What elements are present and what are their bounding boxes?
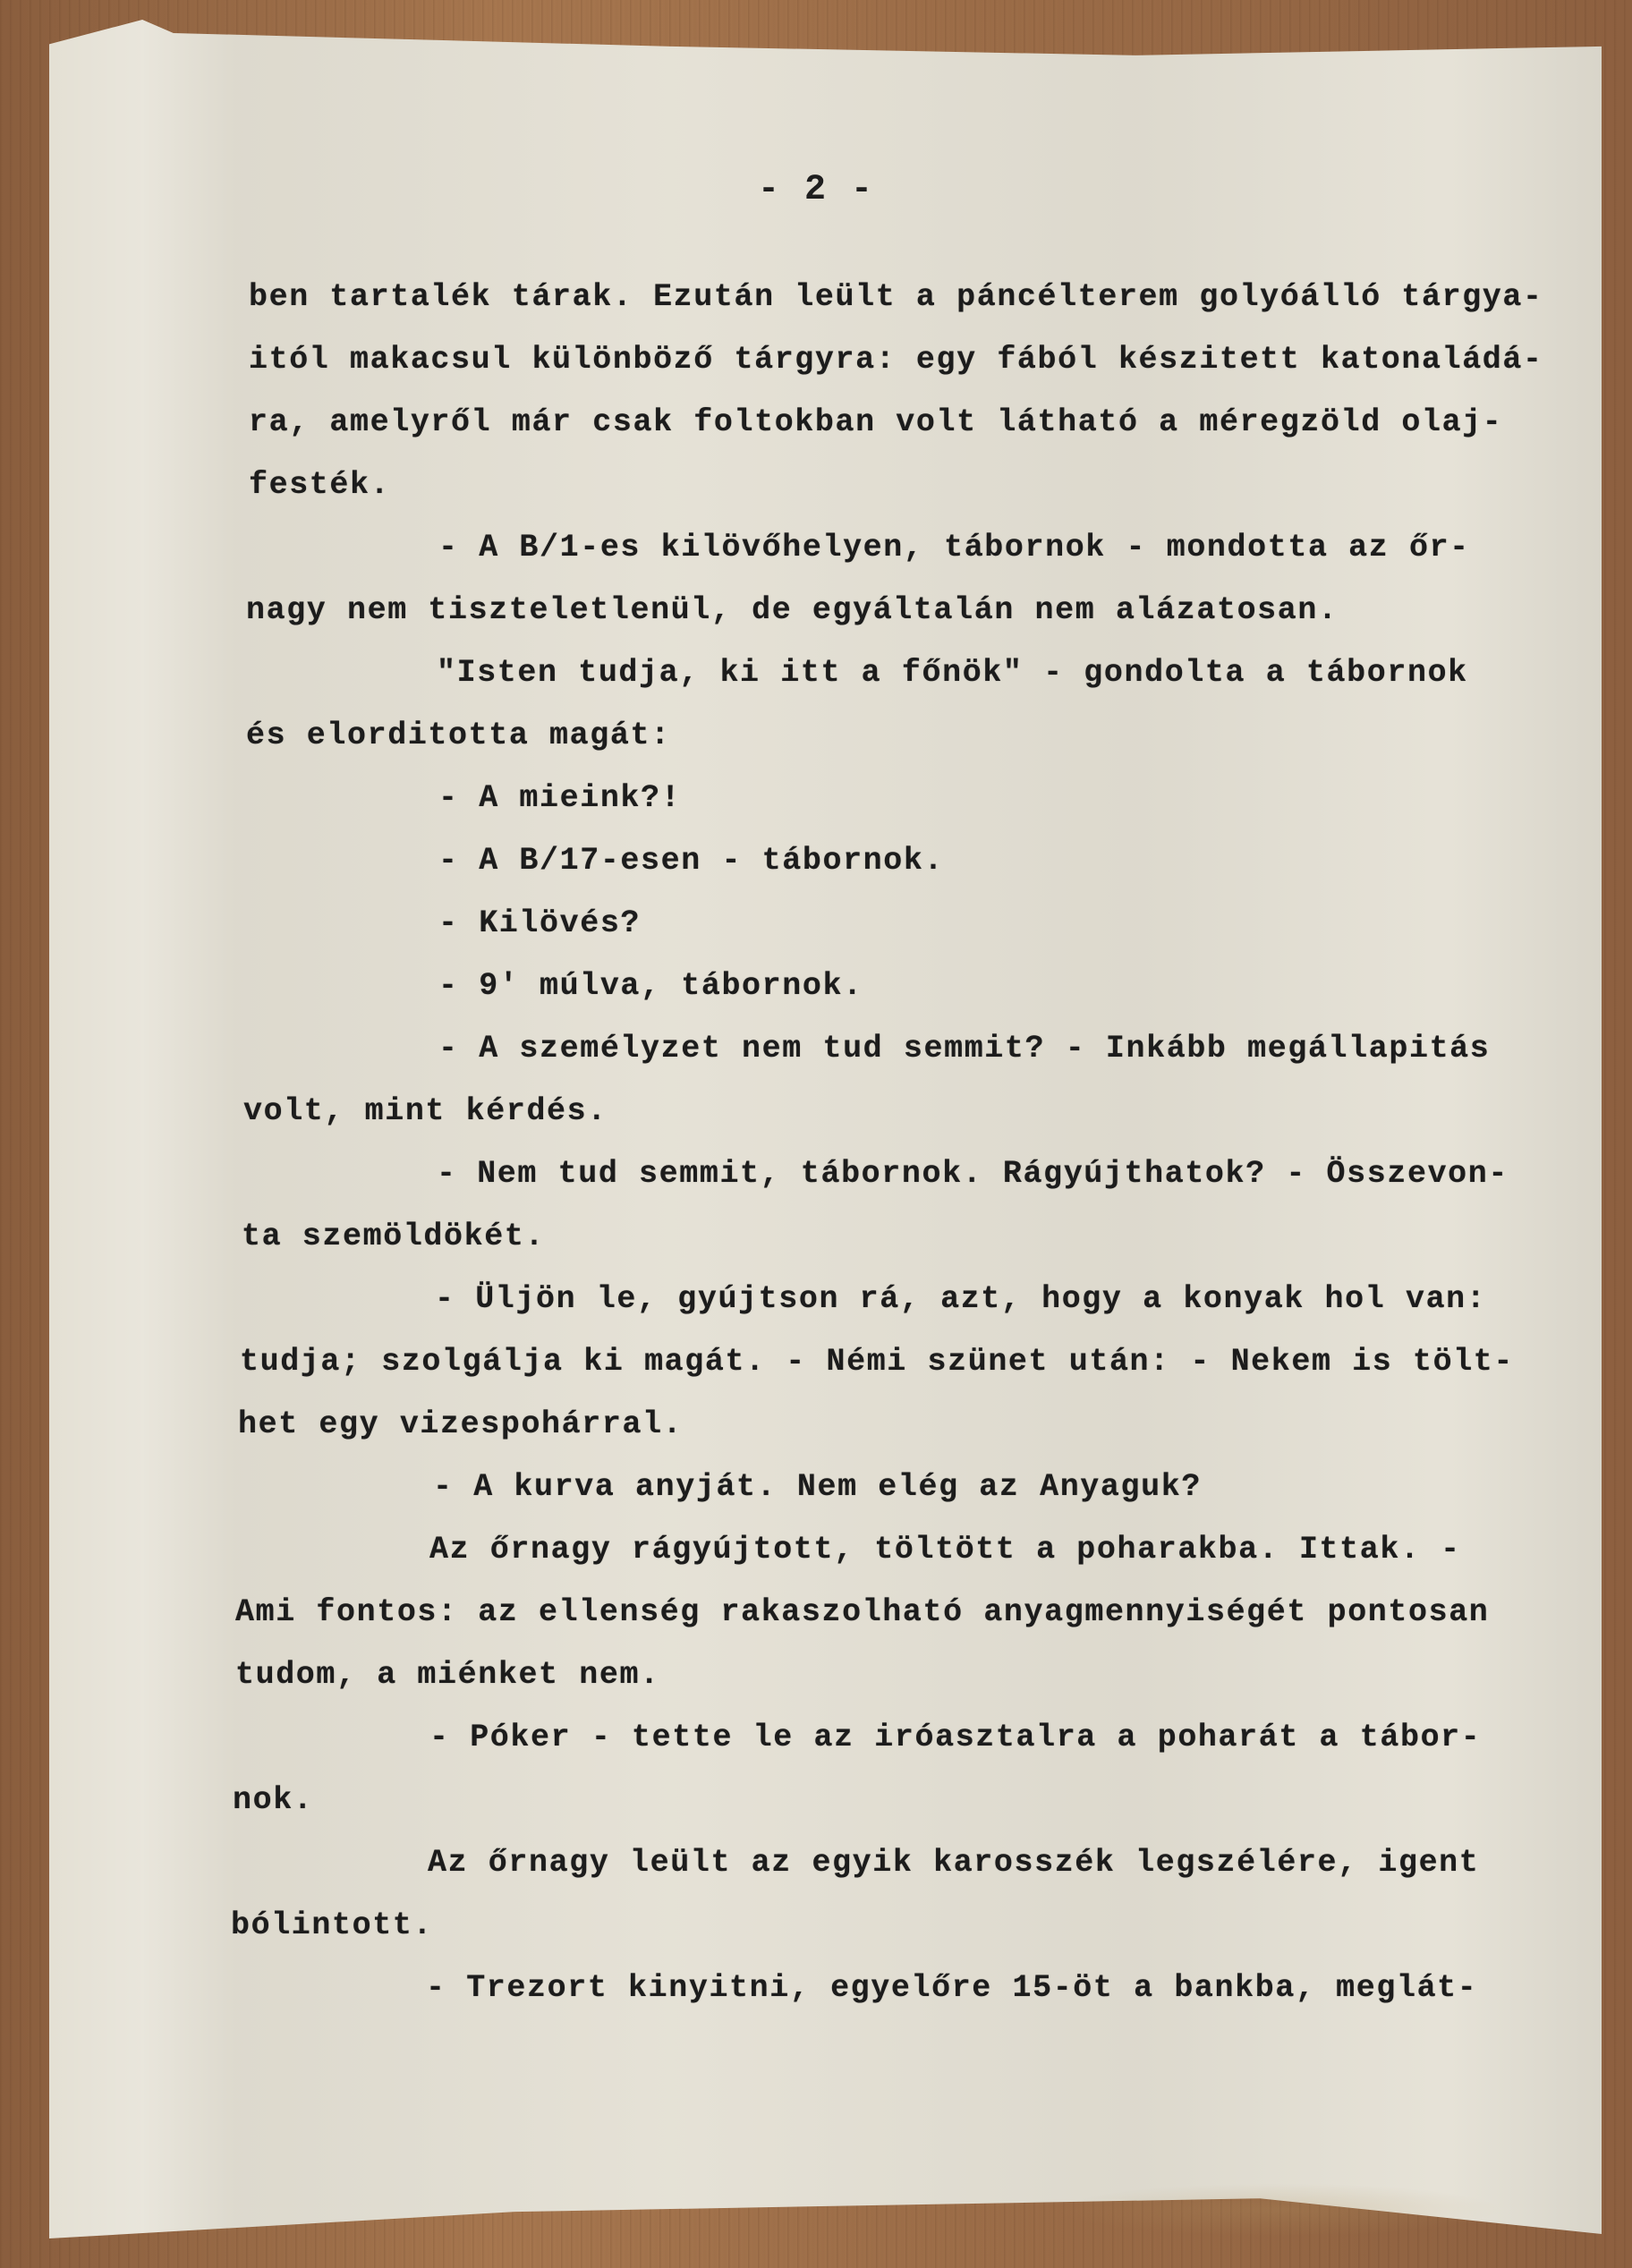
- text-line-13: - A személyzet nem tud semmit? - Inkább megállapitás: [438, 1031, 1491, 1066]
- paper-stain: [1056, 2183, 1503, 2237]
- text-line-15: - Nem tud semmit, tábornok. Rágyújthatok? - Összevon-: [437, 1156, 1509, 1192]
- text-line-6: nagy nem tiszteletlenül, de egyáltalán nem alázatosan.: [246, 592, 1339, 628]
- page-number: - 2 -: [757, 170, 875, 210]
- text-line-17: - Üljön le, gyújtson rá, azt, hogy a konyak hol van:: [435, 1281, 1487, 1317]
- text-line-23: tudom, a miénket nem.: [235, 1657, 660, 1693]
- text-line-26: Az őrnagy leült az egyik karosszék legszélére, igent: [428, 1845, 1480, 1881]
- text-line-18: tudja; szolgálja ki magát. - Némi szünet után: - Nekem is tölt-: [240, 1344, 1515, 1380]
- text-line-7: "Isten tudja, ki itt a főnök" - gondolta a tábornok: [437, 655, 1468, 691]
- text-line-25: nok.: [233, 1782, 314, 1818]
- text-line-1: ben tartalék tárak. Ezután leült a páncélterem golyóálló tárgya-: [249, 279, 1543, 315]
- text-line-27: bólintott.: [231, 1907, 434, 1943]
- text-line-22: Ami fontos: az ellenség rakaszolható anyagmennyiségét pontosan: [235, 1594, 1490, 1630]
- text-line-9: - A mieink?!: [438, 780, 682, 816]
- text-line-14: volt, mint kérdés.: [243, 1093, 608, 1129]
- text-line-19: het egy vizespohárral.: [238, 1406, 684, 1442]
- text-line-16: ta szemöldökét.: [242, 1219, 546, 1254]
- text-line-24: - Póker - tette le az iróasztalra a poharát a tábor-: [429, 1720, 1482, 1755]
- text-line-2: itól makacsul különböző tárgyra: egy fából készitett katonaládá-: [249, 342, 1543, 378]
- text-line-5: - A B/1-es kilövőhelyen, tábornok - mondotta az őr-: [438, 530, 1470, 565]
- text-line-20: - A kurva anyját. Nem elég az Anyaguk?: [433, 1469, 1202, 1505]
- text-line-21: Az őrnagy rágyújtott, töltött a poharakba. Ittak. -: [429, 1532, 1461, 1567]
- text-line-10: - A B/17-esen - tábornok.: [438, 843, 945, 879]
- text-line-3: ra, amelyről már csak foltokban volt látható a méregzöld olaj-: [249, 404, 1503, 440]
- text-line-28: - Trezort kinyitni, egyelőre 15-öt a bankba, meglát-: [426, 1970, 1478, 2006]
- text-line-8: és elorditotta magát:: [246, 718, 671, 753]
- text-line-11: - Kilövés?: [438, 905, 642, 941]
- text-line-12: - 9' múlva, tábornok.: [438, 968, 863, 1004]
- text-line-4: festék.: [249, 467, 391, 503]
